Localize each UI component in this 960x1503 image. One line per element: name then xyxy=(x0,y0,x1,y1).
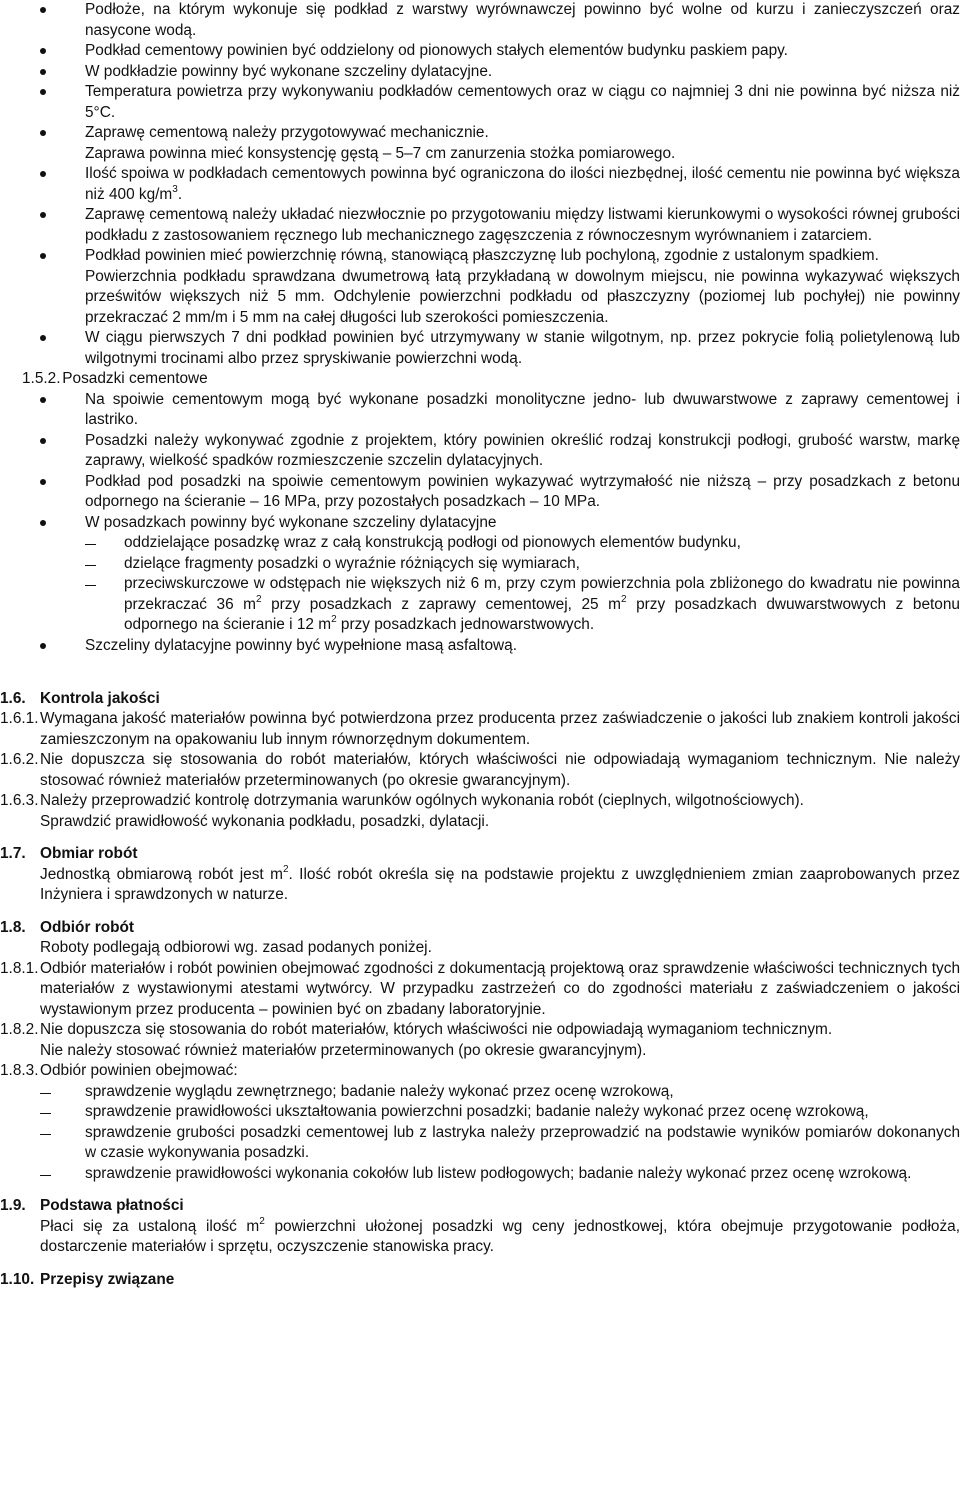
bullet-icon xyxy=(40,89,46,95)
list-item: Ilość spoiwa w podkładach cementowych powinna być ograniczona do ilości niezbędnej, ilość cementu nie powinna być większa niż 400 $kg/m^3$. xyxy=(0,164,960,205)
list-item: W posadzkach powinny być wykonane szczeliny dylatacyjne xyxy=(0,513,960,534)
bullet-icon xyxy=(40,69,46,75)
bullet-icon xyxy=(40,171,46,177)
dash-icon xyxy=(40,1113,51,1114)
paragraph-1-6-1: 1.6.1. Wymagana jakość materiałów powinna być potwierdzona przez producenta przez zaświadczenie o jakości lub znakiem kontroli jakości zamieszczonym na opakowaniu lub innym równorzędnym dokumentem. xyxy=(0,710,960,748)
paragraph-1-7: Jednostką obmiarową robót jest $m^2$. Ilość robót określa się na podstawie projektu z uwzględnieniem zmian zaaprobowanych przez Inżyniera i sprawdzonych w naturze. xyxy=(40,863,960,903)
paragraph-1-6-3: 1.6.3. Należy przeprowadzić kontrolę dotrzymania warunków ogólnych wykonania robót (cieplnych, wilgotnościowych). xyxy=(0,792,804,809)
list-item: Podłoże, na którym wykonuje się podkład z warstwy wyrównawczej powinno być wolne od kurzu i zanieczyszczeń oraz nasycone wodą. xyxy=(0,0,960,41)
paragraph-1-8-2: 1.8.2. Nie dopuszcza się stosowania do robót materiałów, których właściwości nie odpowiadają wymaganiom technicznym. xyxy=(0,1021,833,1038)
list-item: Szczeliny dylatacyjne powinny być wypełnione masą asfaltową. xyxy=(0,636,960,657)
bullet-icon xyxy=(40,397,46,403)
dash-item: sprawdzenie prawidłowości ukształtowania powierzchni posadzki; badanie należy wykonać przez ocenę wzrokową, xyxy=(0,1102,960,1123)
dash-item: sprawdzenie prawidłowości wykonania cokołów lub listew podłogowych; badanie należy wykonać przez ocenę wzrokową. xyxy=(0,1164,960,1185)
bullet-icon xyxy=(40,643,46,649)
body-text: Sprawdzić prawidłowość wykonania podkładu, posadzki, dylatacji. xyxy=(40,812,490,830)
list-item: W podkładzie powinny być wykonane szczeliny dylatacyjne. xyxy=(0,62,960,83)
dash-icon xyxy=(85,585,96,586)
list-item: Podkład cementowy powinien być oddzielony od pionowych stałych elementów budynku paskiem papy. xyxy=(0,41,960,62)
dash-item: przeciwskurczowe w odstępach nie większych niż 6 m, przy czym powierzchnia pola zbliżonego do kwadratu nie powinna przekraczać 36 $m^2$ przy posadzkach z zaprawy cementowej, 25 $m^2$ przy posadzkach dwuwarstwowych z betonu odpornego na ścieranie i 12 $m^2$ przy posadzkach jednowarstwowych. xyxy=(0,574,960,636)
list-item: Zaprawę cementową należy układać niezwłocznie po przygotowaniu między listwami kierunkowymi o wysokości równej grubości podkładu z zastosowaniem ręcznego lub mechanicznego zagęszczenia z równoczesnym wyrównaniem i zatarciem. xyxy=(0,205,960,246)
dash-item: oddzielające posadzkę wraz z całą konstrukcją podłogi od pionowych elementów budynku, xyxy=(0,533,960,554)
section-heading-1-6: 1.6. Kontrola jakości xyxy=(0,689,160,707)
section-heading-1-7: 1.7. Obmiar robót xyxy=(0,845,138,862)
section-heading-1-9: 1.9. Podstawa płatności xyxy=(0,1197,184,1214)
paragraph-1-6-2: 1.6.2. Nie dopuszcza się stosowania do robót materiałów, których właściwości nie odpowiadają wymaganiom technicznym. Nie należy stosować również materiałów przeterminowanych (po okresie gwarancyjnym). xyxy=(0,751,960,789)
list-item: Posadzki należy wykonywać zgodnie z projektem, który powinien określić rodzaj konstrukcji podłogi, grubość warstw, markę zaprawy, wielkość spadków rozmieszczenie szczelin dylatacyjnych. xyxy=(0,431,960,472)
bullet-icon xyxy=(40,335,46,341)
list-item: Temperatura powietrza przy wykonywaniu podkładów cementowych oraz w ciągu co najmniej 3 dni nie powinna być niższa niż 5°C. xyxy=(0,82,960,123)
dash-icon xyxy=(85,544,96,545)
paragraph-1-8-1: 1.8.1. Odbiór materiałów i robót powinien obejmować zgodności z dokumentacją projektową oraz sprawdzenie właściwości technicznych tych materiałów z wystawionymi atestami wytwórcy. W przypadku zastrzeżeń co do zgodności materiału z zaświadczeniem o jakości wystawionym przez producenta – powinien być on zbadany laboratoryjnie. xyxy=(0,959,960,1018)
list-item: Podkład pod posadzki na spoiwie cementowym powinien wykazywać wytrzymałość nie niższą – przy posadzkach z betonu odpornego na ścieranie – 16 MPa, przy pozostałych posadzkach – 10 MPa. xyxy=(0,472,960,513)
section-heading-1-10: 1.10. Przepisy związane xyxy=(0,1270,175,1288)
paragraph-1-9: Płaci się za ustaloną ilość $m^2$ powierzchni ułożonej posadzki wg ceny jednostkowej, która obejmuje przygotowanie podłoża, dostarczenie materiałów i sprzętu, oczyszczenie stanowiska pracy. xyxy=(40,1215,960,1255)
dash-item: sprawdzenie grubości posadzki cementowej lub z lastryka należy przeprowadzić na podstawie wyników pomiarów dokonanych w czasie wykonywania posadzki. xyxy=(0,1123,960,1164)
dash-icon xyxy=(40,1134,51,1135)
bullet-icon xyxy=(40,520,46,526)
paragraph-1-8-3: 1.8.3. Odbiór powinien obejmować: xyxy=(0,1062,238,1079)
bullet-icon xyxy=(40,48,46,54)
dash-icon xyxy=(85,565,96,566)
paragraph-1-8: Roboty podlegają odbiorowi wg. zasad podanych poniżej. xyxy=(40,939,432,956)
bullet-icon xyxy=(40,212,46,218)
bullet-icon xyxy=(40,253,46,259)
dash-item: dzielące fragmenty posadzki o wyraźnie różniących się wymiarach, xyxy=(0,554,960,575)
body-text: Nie należy stosować również materiałów przeterminowanych (po okresie gwarancyjnym). xyxy=(40,1041,647,1059)
bullet-icon xyxy=(40,130,46,136)
body-text: Powierzchnia podkładu sprawdzana dwumetrową łatą przykładaną w dowolnym miejscu, nie powinna wykazywać większych prześwitów większych niż 5 mm. Odchylenie powierzchni podkładu od płaszczyzny (poziomej lub pochyłej) nie powinny przekraczać 2 mm/m i 5 mm na całej długości lub szerokości pomieszczenia. xyxy=(85,267,960,326)
dash-item: sprawdzenie wyglądu zewnętrznego; badanie należy wykonać przez ocenę wzrokową, xyxy=(0,1082,960,1103)
body-text: Zaprawa powinna mieć konsystencję gęstą – 5–7 cm zanurzenia stożka pomiarowego. xyxy=(85,144,676,162)
list-item: W ciągu pierwszych 7 dni podkład powinien być utrzymywany w stanie wilgotnym, np. przez pokrycie folią polietylenową lub wilgotnymi trocinami albo przez spryskiwanie powierzchni wodą. xyxy=(0,328,960,369)
dash-icon xyxy=(40,1175,51,1176)
subsection-heading: 1.5.2. Posadzki cementowe xyxy=(22,370,208,387)
list-item: Zaprawę cementową należy przygotowywać mechanicznie. xyxy=(0,123,960,144)
dash-icon xyxy=(40,1093,51,1094)
list-item: Podkład powinien mieć powierzchnię równą, stanowiącą płaszczyznę lub pochyloną, zgodnie z ustalonym spadkiem. xyxy=(0,246,960,267)
section-heading-1-8: 1.8. Odbiór robót xyxy=(0,918,135,936)
bullet-icon xyxy=(40,479,46,485)
bullet-icon xyxy=(40,7,46,13)
bullet-icon xyxy=(40,438,46,444)
list-item: Na spoiwie cementowym mogą być wykonane posadzki monolityczne jedno- lub dwuwarstwowe z zaprawy cementowej i lastriko. xyxy=(0,390,960,431)
